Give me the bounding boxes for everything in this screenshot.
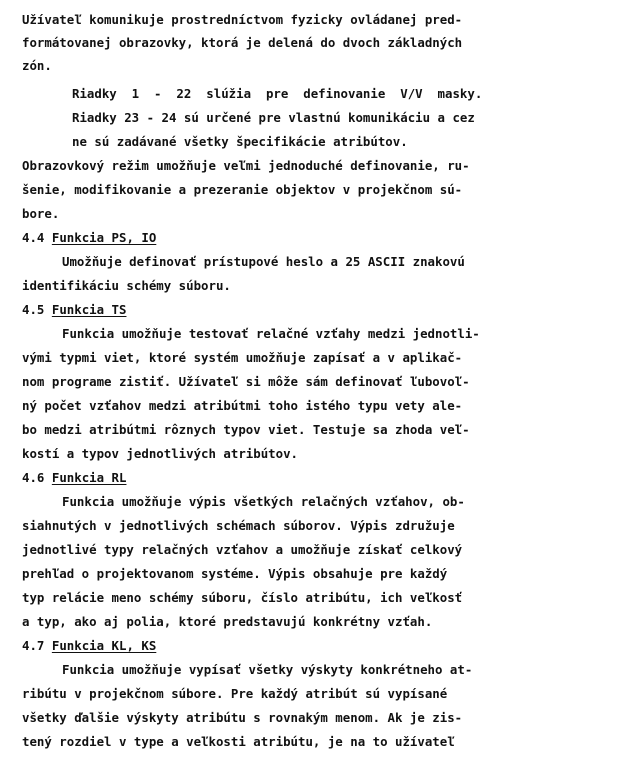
section-heading — [22, 470, 126, 486]
body-line: Riadky 23 - 24 sú určené pre vlastnú komunikáciu a cez — [72, 110, 475, 125]
section-title: Funkcia KL, KS — [51, 638, 157, 653]
body-line: zón. — [22, 58, 52, 73]
body-line: Umožňuje definovať prístupové heslo a 25 ASCII znakovú — [62, 254, 465, 269]
body-line: prehľad o projektovanom systéme. Výpis obsahuje pre každý — [22, 566, 448, 581]
body-line: Obrazovkový režim umožňuje veľmi jednoduché definovanie, ru- — [22, 158, 470, 173]
body-line: siahnutých v jednotlivých schémach súborov. Výpis združuje — [22, 518, 455, 533]
body-line: Funkcia umožňuje výpis všetkých relačných vzťahov, ob- — [62, 494, 465, 509]
section-title: Funkcia TS — [51, 302, 127, 317]
body-line: jednotlivé typy relačných vzťahov a umožňuje získať celkový — [22, 542, 463, 557]
body-line: bo medzi atribútmi rôznych typov viet. Testuje sa zhoda veľ- — [22, 422, 470, 437]
section-heading — [22, 638, 156, 654]
section-heading — [22, 230, 156, 246]
body-line: a typ, ako aj polia, ktoré predstavujú konkrétny vzťah. — [22, 614, 433, 629]
section-number: 4.6 — [22, 470, 45, 485]
body-line: vými typmi viet, ktoré systém umožňuje zapísať a v aplikač- — [22, 350, 463, 365]
section-title: Funkcia PS, IO — [51, 230, 157, 245]
section-heading — [22, 302, 126, 318]
section-number: 4.4 — [22, 230, 45, 245]
body-line: formátovanej obrazovky, ktorá je delená do dvoch základných — [22, 35, 463, 50]
body-line: všetky ďalšie výskyty atribútu s rovnakým menom. Ak je zis- — [22, 710, 463, 725]
body-line: Riadky 1 - 22 slúžia pre definovanie V/V masky. — [72, 86, 483, 101]
body-line: kostí a typov jednotlivých atribútov. — [22, 446, 299, 461]
body-line: Funkcia umožňuje testovať relačné vzťahy medzi jednotli- — [62, 326, 480, 341]
body-line: Užívateľ komunikuje prostredníctvom fyzicky ovládanej pred- — [22, 12, 463, 27]
body-line: ne sú zadávané všetky špecifikácie atribútov. — [72, 134, 408, 149]
body-line: šenie, modifikovanie a prezeranie objektov v projekčnom sú- — [22, 182, 463, 197]
section-number: 4.5 — [22, 302, 45, 317]
body-line: nom programe zistiť. Užívateľ si môže sám definovať ľubovoľ- — [22, 374, 470, 389]
body-line: bore. — [22, 206, 60, 221]
section-title: Funkcia RL — [51, 470, 127, 485]
body-line: ný počet vzťahov medzi atribútmi toho istého typu vety ale- — [22, 398, 463, 413]
body-line: ribútu v projekčnom súbore. Pre každý atribút sú vypísané — [22, 686, 448, 701]
body-line: tený rozdiel v type a veľkosti atribútu, je na to užívateľ — [22, 734, 455, 749]
body-line: typ relácie meno schémy súboru, číslo atribútu, ich veľkosť — [22, 590, 463, 605]
body-line: identifikáciu schémy súboru. — [22, 278, 231, 293]
section-number: 4.7 — [22, 638, 45, 653]
body-line: Funkcia umožňuje vypísať všetky výskyty konkrétneho at- — [62, 662, 473, 677]
